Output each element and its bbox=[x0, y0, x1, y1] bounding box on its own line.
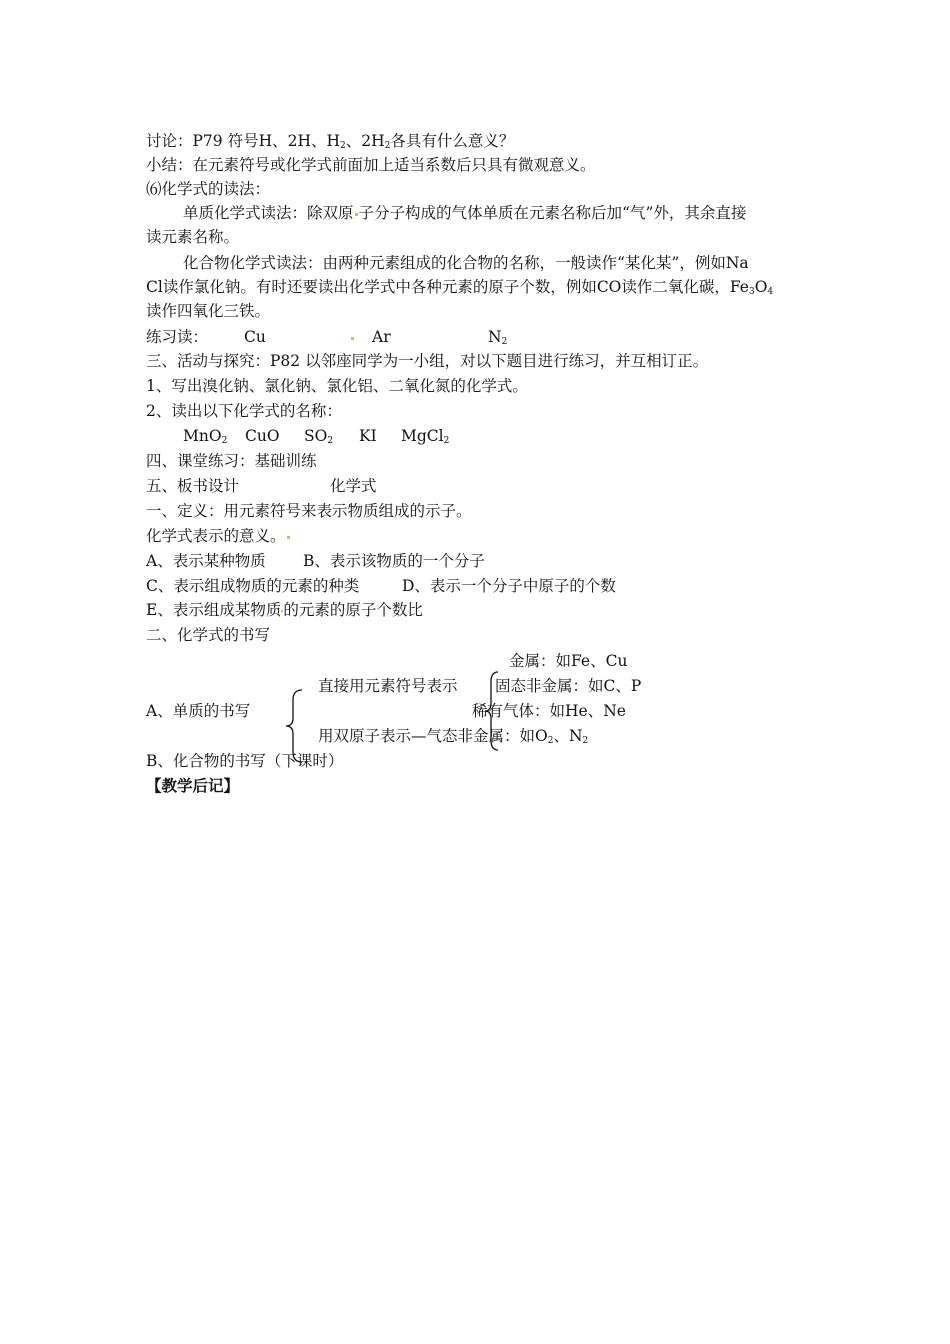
practice-ar: Ar bbox=[372, 328, 391, 346]
tree-solid-nonmetal: 固态非金属：如C、P bbox=[495, 677, 642, 695]
practice-label: 练习读： bbox=[146, 328, 209, 346]
practice-cu: Cu bbox=[244, 328, 266, 346]
writing-heading: 二、化学式的书写 bbox=[146, 626, 271, 644]
tree-rare-gas: 稀有气体：如He、Ne bbox=[472, 702, 626, 720]
formula-mgcl2: MgCl$_2$ bbox=[401, 427, 450, 446]
tree-root: A、单质的书写 bbox=[146, 702, 251, 720]
teaching-notes-heading: 【教学后记】 bbox=[146, 776, 240, 795]
meaning-b: B、表示该物质的一个分子 bbox=[303, 552, 485, 570]
paragraph-line: Cl读作氯化钠。有时还要读出化学式中各种元素的原子个数，例如CO读作二氧化碳，$Fe_3O_4$ bbox=[146, 278, 774, 297]
summary-line: 小结：在元素符号或化学式前面加上适当系数后只具有微观意义。 bbox=[146, 156, 596, 174]
stray-dot bbox=[355, 213, 358, 216]
formula-mno2: MnO$_2$ bbox=[183, 427, 228, 446]
paragraph-line: 读作四氧化三铁。 bbox=[146, 302, 271, 320]
paragraph-line: 读元素名称。 bbox=[146, 228, 240, 246]
task-2: 2、读出以下化学式的名称： bbox=[146, 402, 342, 420]
stray-dot bbox=[350, 327, 355, 347]
compound-writing: B、化合物的书写（下课时） bbox=[146, 752, 344, 770]
tree-metal: 金属：如Fe、Cu bbox=[509, 652, 628, 670]
discussion-line: 讨论：P79 符号H、2H、$H_2$、$2H_2$各具有什么意义？ bbox=[146, 132, 515, 151]
meaning-heading: 化学式表示的意义。 bbox=[146, 526, 291, 546]
meaning-c: C、表示组成物质的元素的种类 bbox=[146, 577, 360, 595]
meaning-e: E、表示组成某物质 的元素的原子个数比 bbox=[146, 601, 423, 619]
board-design-heading: 五、板书设计 bbox=[146, 477, 240, 495]
board-title: 化学式 bbox=[330, 477, 377, 495]
right-brace bbox=[483, 670, 501, 752]
formula-so2: $SO_2$ bbox=[304, 427, 334, 446]
practice-n2: $N_2$ bbox=[488, 328, 508, 347]
practice-heading: 四、课堂练习：基础训练 bbox=[146, 452, 317, 470]
task-1: 1、写出溴化钠、氯化钠、氯化铝、二氧化氮的化学式。 bbox=[146, 377, 528, 395]
formula-ki: KI bbox=[359, 427, 377, 445]
tree-direct: 直接用元素符号表示 bbox=[318, 677, 458, 695]
meaning-a: A、表示某种物质 bbox=[146, 552, 266, 570]
meaning-d: D、表示一个分子中原子的个数 bbox=[402, 577, 616, 595]
section-heading: ⑹化学式的读法： bbox=[146, 180, 271, 198]
formula-cuo: CuO bbox=[245, 427, 280, 445]
tree-diatomic: 用双原子表示—气态非金属：如$O_2$、$N_2$ bbox=[318, 727, 589, 746]
definition-line: 一、定义：用元素符号来表示物质组成的示子。 bbox=[146, 502, 472, 520]
paragraph-element-reading: 单质化学式读法：除双原 子分子构成的气体单质在元素名称后加“气”外，其余直接 bbox=[183, 204, 747, 222]
activity-line: 三、活动与探究：P82 以邻座同学为一小组，对以下题目进行练习，并互相订正。 bbox=[146, 352, 709, 370]
paragraph-compound-reading: 化合物化学式读法：由两种元素组成的化合物的名称，一般读作“某化某”，例如Na bbox=[183, 254, 749, 272]
stray-dot bbox=[287, 536, 290, 539]
